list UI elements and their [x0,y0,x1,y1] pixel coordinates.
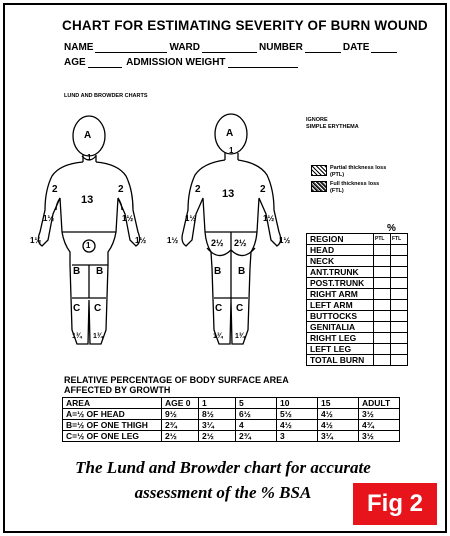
region-header: REGION [307,234,374,245]
growth-cell: 6½ [236,409,277,420]
table-row [307,245,408,256]
ptl-cell[interactable] [374,355,391,366]
number-label: NUMBER [259,42,303,53]
table-row [63,420,400,431]
back-thigh-right-label: B [238,266,246,277]
growth-cell: 3¼ [318,431,359,442]
table-row [307,256,408,267]
growth-cell: 2½ [199,431,236,442]
back-buttock-right-label: 2½ [234,238,247,248]
growth-cell: 3½ [359,431,400,442]
growth-header-age15: 15 [318,398,359,409]
region-name: LEFT ARM [307,300,374,311]
growth-cell: 4½ [318,409,359,420]
date-label: DATE [342,42,370,53]
front-trunk-label: 13 [81,194,94,206]
growth-cell: 2¾ [162,420,199,431]
growth-cell: 4¾ [359,420,400,431]
ftl-cell[interactable] [391,355,408,366]
back-neck-label: 1 [229,146,234,155]
ptl-cell[interactable] [374,289,391,300]
ftl-cell[interactable] [391,256,408,267]
ftl-cell[interactable] [391,267,408,278]
front-thigh-right-label: B [96,266,104,277]
legend-ptl-line1: Partial thickness loss [330,165,387,171]
back-foot-right-label: 1¾ [235,333,245,340]
back-upper-arm-right-label: 2 [260,184,266,195]
back-foot-left-label: 1¾ [213,333,223,340]
table-row [307,267,408,278]
region-name: POST.TRUNK [307,278,374,289]
table-row [307,300,408,311]
caption-line1: The Lund and Browder chart for accurate [75,458,371,477]
back-forearm-right-label: 1½ [263,214,275,223]
growth-cell: 2¾ [236,431,277,442]
region-name: RIGHT ARM [307,289,374,300]
table-row [307,322,408,333]
growth-cell: C=½ OF ONE LEG [63,431,162,442]
growth-header-row [63,398,400,409]
region-name: RIGHT LEG [307,333,374,344]
front-hand-right-label: 1½ [135,236,147,245]
front-forearm-right-label: 1½ [122,214,134,223]
back-thigh-left-label: B [214,266,222,277]
growth-cell: 4 [236,420,277,431]
back-trunk-label: 13 [222,188,235,200]
region-table-header-row [307,234,408,245]
growth-cell: A=½ OF HEAD [63,409,162,420]
ftl-cell[interactable] [391,311,408,322]
ptl-cell[interactable] [374,256,391,267]
ptl-cell[interactable] [374,267,391,278]
ptl-cell[interactable] [374,322,391,333]
figure-label: Fig 2 [366,490,423,517]
front-foot-left-label: 1¾ [72,333,82,340]
front-leg-left-label: C [73,303,81,314]
front-body-figure [38,116,139,344]
table-row [63,409,400,420]
table-row [307,289,408,300]
ptl-cell[interactable] [374,311,391,322]
region-name: ANT.TRUNK [307,267,374,278]
growth-cell: 3¼ [199,420,236,431]
front-leg-right-label: C [94,303,102,314]
front-upper-arm-left-label: 2 [52,184,58,195]
growth-header-adult: ADULT [359,398,400,409]
ftl-swatch [311,181,327,192]
back-forearm-left-label: 1½ [185,214,197,223]
front-head-label: A [84,130,92,141]
table-row [307,333,408,344]
ftl-cell[interactable] [391,300,408,311]
growth-cell: 5½ [277,409,318,420]
name-label: NAME [64,42,94,53]
section-label: LUND AND BROWDER CHARTS [64,93,148,99]
chart-title: CHART FOR ESTIMATING SEVERITY OF BURN WOUND [62,18,428,33]
legend-ftl-line1: Full thickness loss [330,181,380,187]
growth-cell: 4½ [318,420,359,431]
growth-cell: 4½ [277,420,318,431]
growth-heading-line2: AFFECTED BY GROWTH [64,385,171,395]
legend-ftl-line2: (FTL) [330,188,344,194]
region-name: TOTAL BURN [307,355,374,366]
growth-cell: 3½ [359,409,400,420]
region-name: LEFT LEG [307,344,374,355]
back-hand-right-label: 1½ [279,236,291,245]
figure-label-badge [353,483,437,525]
growth-cell: B=½ OF ONE THIGH [63,420,162,431]
ftl-cell[interactable] [391,289,408,300]
front-genitalia-label: 1 [86,241,91,250]
region-name: BUTTOCKS [307,311,374,322]
ptl-cell[interactable] [374,245,391,256]
back-leg-right-label: C [236,303,244,314]
ftl-cell[interactable] [391,333,408,344]
table-row [307,311,408,322]
growth-table [62,397,400,442]
region-table [306,233,408,366]
back-buttock-left-label: 2½ [211,238,224,248]
ftl-cell[interactable] [391,322,408,333]
back-hand-left-label: 1½ [167,236,179,245]
region-name: NECK [307,256,374,267]
ptl-header: PTL [374,234,391,245]
growth-header-age1: 1 [199,398,236,409]
table-row [307,344,408,355]
back-leg-left-label: C [215,303,223,314]
table-row [63,431,400,442]
percent-header: % [387,223,396,234]
growth-cell: 2½ [162,431,199,442]
ftl-cell[interactable] [391,245,408,256]
growth-header-age10: 10 [277,398,318,409]
growth-heading-line1: RELATIVE PERCENTAGE OF BODY SURFACE AREA [64,375,289,385]
growth-header-age0: AGE 0 [162,398,199,409]
ptl-cell[interactable] [374,300,391,311]
back-upper-arm-left-label: 2 [195,184,201,195]
ward-label: WARD [169,42,201,53]
legend-ptl-line2: (PTL) [330,172,345,178]
front-forearm-left-label: 1½ [43,214,55,223]
table-row [307,278,408,289]
legend-ignore-line2: SIMPLE ERYTHEMA [306,124,359,130]
growth-cell: 3 [277,431,318,442]
table-row [307,355,408,366]
age-label: AGE [64,57,86,68]
ptl-swatch [311,165,327,176]
front-foot-right-label: 1¾ [93,333,103,340]
legend-ignore-line1: IGNORE [306,117,328,123]
ptl-cell[interactable] [374,278,391,289]
region-name: HEAD [307,245,374,256]
ptl-cell[interactable] [374,333,391,344]
front-neck-label: 1 [87,153,92,162]
ftl-cell[interactable] [391,278,408,289]
region-name: GENITALIA [307,322,374,333]
front-thigh-left-label: B [73,266,81,277]
ptl-cell[interactable] [374,344,391,355]
ftl-cell[interactable] [391,344,408,355]
front-hand-left-label: 1½ [30,236,42,245]
caption-line2: assessment of the % BSA [134,483,312,502]
admission-weight-label: ADMISSION WEIGHT [126,57,226,68]
growth-cell: 9½ [162,409,199,420]
growth-cell: 8½ [199,409,236,420]
back-head-label: A [226,128,234,139]
front-upper-arm-right-label: 2 [118,184,124,195]
growth-header-area: AREA [63,398,162,409]
ftl-header: FTL [391,234,408,245]
growth-header-age5: 5 [236,398,277,409]
